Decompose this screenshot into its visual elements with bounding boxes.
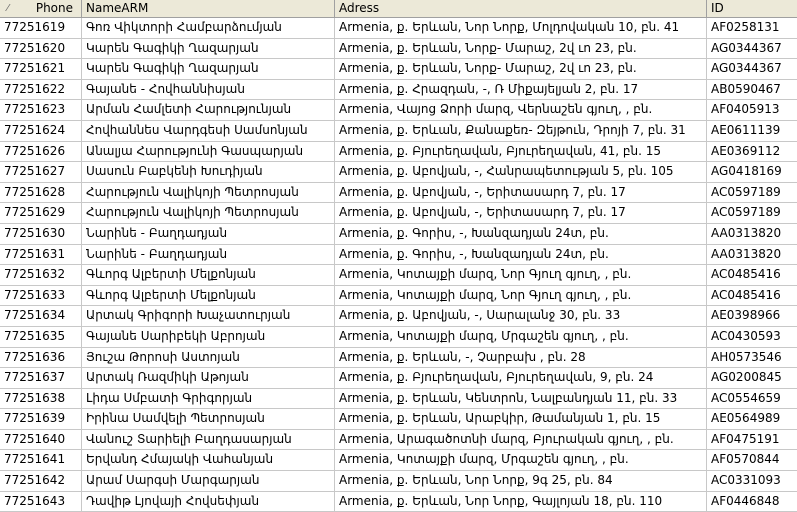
name-cell[interactable]: Երվանդ Հմայակի Վահանյան <box>82 450 335 470</box>
column-header-label: Adress <box>339 1 380 15</box>
table-row[interactable] <box>0 286 797 307</box>
phone-cell[interactable]: 77251635 <box>0 327 82 347</box>
address-cell[interactable]: Armenia, Կոտայքի մարզ, Մրգաշեն գյուղ, , բն. <box>335 450 707 470</box>
address-cell[interactable]: Armenia, ք. Գորիս, -, Խանզադյան 24տ, բն. <box>335 245 707 265</box>
column-header-id[interactable] <box>707 0 797 17</box>
phone-cell[interactable]: 77251638 <box>0 389 82 409</box>
address-cell[interactable]: Armenia, ք. Աբովյան, -, Երիտասարդ 7, բն. 17 <box>335 183 707 203</box>
table-row[interactable] <box>0 265 797 286</box>
address-cell[interactable]: Armenia, Կոտայքի մարզ, Նոր Գյուղ գյուղ, , բն. <box>335 265 707 285</box>
phone-cell[interactable]: 77251640 <box>0 430 82 450</box>
address-cell[interactable]: Armenia, ք. Երևան, -, Չարբախ , բն. 28 <box>335 348 707 368</box>
address-cell[interactable]: Armenia, ք. Հրազդան, -, Ռ Միքայելյան 2, բն. 17 <box>335 80 707 100</box>
address-cell[interactable]: Armenia, ք. Երևան, Քանաքեռ- Զեյթուն, Դրոյի 7, բն. 31 <box>335 121 707 141</box>
table-row[interactable] <box>0 450 797 471</box>
column-header-label: NameARM <box>86 1 149 15</box>
id-cell[interactable]: AH0573546 <box>711 349 782 364</box>
table-row[interactable] <box>0 162 797 183</box>
name-cell[interactable]: Վանուշ Տարիելի Բաղդասարյան <box>82 430 335 450</box>
address-cell[interactable]: Armenia, ք. Գորիս, -, Խանզադյան 24տ, բն. <box>335 224 707 244</box>
id-cell[interactable]: AE0611139 <box>711 122 781 137</box>
column-header-label: ID <box>711 1 724 15</box>
name-cell[interactable]: Կարեն Գագիկի Ղազարյան <box>82 59 335 79</box>
table-row[interactable] <box>0 409 797 430</box>
grid-header <box>0 0 797 18</box>
id-cell[interactable]: AF0446848 <box>711 493 780 508</box>
name-cell[interactable]: Իրինա Սամվելի Պետրոսյան <box>82 409 335 429</box>
id-cell[interactable]: AC0597189 <box>711 184 781 199</box>
column-header-label: Phone <box>35 1 73 15</box>
id-cell[interactable]: AC0597189 <box>711 205 781 220</box>
phone-cell[interactable]: 77251637 <box>0 368 82 388</box>
address-cell[interactable]: Armenia, ք. Երևան, Նոր Նորք, Գայլոյան 18, բն. 110 <box>335 492 707 512</box>
phone-cell[interactable]: 77251629 <box>0 203 82 223</box>
id-cell[interactable]: AE0564989 <box>711 411 781 426</box>
table-row[interactable] <box>0 368 797 389</box>
grid-body <box>0 18 797 512</box>
name-cell[interactable]: Նարինե - Բաղդադյան <box>82 224 335 244</box>
phone-cell[interactable]: 77251632 <box>0 265 82 285</box>
id-cell[interactable]: AC0331093 <box>711 473 781 488</box>
id-cell[interactable]: AC0430593 <box>711 328 781 343</box>
id-cell[interactable]: AA0313820 <box>711 225 782 240</box>
name-cell[interactable]: Դավիթ Լյովայի Հովսեփյան <box>82 492 335 512</box>
phone-cell[interactable]: 77251623 <box>0 100 82 120</box>
table-row[interactable] <box>0 80 797 101</box>
table-row[interactable] <box>0 430 797 451</box>
table-row[interactable] <box>0 224 797 245</box>
id-cell[interactable]: AF0258131 <box>711 20 780 34</box>
id-cell[interactable]: AF0405913 <box>711 102 780 117</box>
address-cell[interactable]: Armenia, ք. Երևան, Նորք- Մարաշ, 2վ ւո 23, բն. <box>335 39 707 59</box>
name-cell[interactable]: Հովհաննես Վարդգեսի Սամսոնյան <box>82 121 335 141</box>
phone-cell[interactable]: 77251628 <box>0 183 82 203</box>
name-cell[interactable]: Գայանե - Հովհաննիսյան <box>82 80 335 100</box>
address-cell[interactable]: Armenia, ք. Աբովյան, -, Հանրապետության 5, բն. 105 <box>335 162 707 182</box>
phone-cell[interactable]: 77251639 <box>0 409 82 429</box>
id-cell[interactable]: AC0485416 <box>711 287 781 302</box>
sort-indicator-icon: ⁄ <box>7 3 9 14</box>
table-row[interactable] <box>0 306 797 327</box>
phone-cell[interactable]: 77251643 <box>0 492 82 512</box>
name-cell[interactable]: Գևորգ Ալբերտի Մելքոնյան <box>82 265 335 285</box>
address-cell[interactable]: Armenia, ք. Երևան, Արաբկիր, Թամանյան 1, բն. 15 <box>335 409 707 429</box>
table-row[interactable] <box>0 471 797 492</box>
table-row[interactable] <box>0 121 797 142</box>
phone-cell[interactable]: 77251624 <box>0 121 82 141</box>
id-cell[interactable]: AE0369112 <box>711 143 781 158</box>
table-row[interactable] <box>0 203 797 224</box>
name-cell[interactable]: Հարություն Վալիկոյի Պետրոսյան <box>82 203 335 223</box>
address-cell[interactable]: Armenia, Արագածոտնի մարզ, Բյուրական գյուղ, , բն. <box>335 430 707 450</box>
phone-cell[interactable]: 77251626 <box>0 142 82 162</box>
id-cell[interactable]: AA0313820 <box>711 246 782 261</box>
name-cell[interactable]: Սասուն Բաբկենի Խուդիյան <box>82 162 335 182</box>
id-cell[interactable]: AG0418169 <box>711 164 782 179</box>
phone-cell[interactable]: 77251641 <box>0 450 82 470</box>
phone-cell[interactable]: 77251631 <box>0 245 82 265</box>
name-cell[interactable]: Հարություն Վալիկոյի Պետրոսյան <box>82 183 335 203</box>
id-cell[interactable]: AF0475191 <box>711 431 780 446</box>
table-row[interactable] <box>0 348 797 369</box>
name-cell[interactable]: Անալյա Հարությունի Գասպարյան <box>82 142 335 162</box>
address-cell[interactable]: Armenia, ք. Աբովյան, -, Սարալանջ 30, բն. 33 <box>335 306 707 326</box>
name-cell[interactable]: Յուշա Թորոսի Աստոյան <box>82 348 335 368</box>
address-cell[interactable]: Armenia, Վայոց Ձորի մարզ, Վերնաշեն գյուղ, , բն. <box>335 100 707 120</box>
table-row[interactable] <box>0 100 797 121</box>
address-cell[interactable]: Armenia, ք. Աբովյան, -, Երիտասարդ 7, բն. 17 <box>335 203 707 223</box>
name-cell[interactable]: Գևորգ Ալբերտի Մելքոնյան <box>82 286 335 306</box>
address-cell[interactable]: Armenia, ք. Երևան, Նոր Նորք, 9գ 25, բն. 84 <box>335 471 707 491</box>
address-cell[interactable]: Armenia, ք. Երևան, Կենտրոն, Նալբանդյան 11, բն. 33 <box>335 389 707 409</box>
phone-cell[interactable]: 77251630 <box>0 224 82 244</box>
name-cell[interactable]: Արտակ Գրիգորի Խաչատուրյան <box>82 306 335 326</box>
column-header-phone[interactable] <box>0 0 82 17</box>
address-cell[interactable]: Armenia, ք. Բյուրեղավան, Բյուրեղավան, 41, բն. 15 <box>335 142 707 162</box>
table-row[interactable] <box>0 492 797 512</box>
name-cell[interactable]: Արման Համլետի Հարությունյան <box>82 100 335 120</box>
address-cell[interactable]: Armenia, Կոտայքի մարզ, Նոր Գյուղ գյուղ, , բն. <box>335 286 707 306</box>
phone-cell[interactable]: 77251642 <box>0 471 82 491</box>
phone-cell[interactable]: 77251620 <box>0 39 82 59</box>
table-row[interactable] <box>0 18 797 39</box>
phone-cell[interactable]: 77251627 <box>0 162 82 182</box>
name-cell[interactable]: Արամ Սարգսի Մարգարյան <box>82 471 335 491</box>
id-cell[interactable]: AG0200845 <box>711 370 782 385</box>
name-cell[interactable]: Գոռ Վիկտորի Համբարձումյան <box>82 18 335 38</box>
name-cell[interactable]: Կարեն Գագիկի Ղազարյան <box>82 39 335 59</box>
address-cell[interactable]: Armenia, ք. Բյուրեղավան, Բյուրեղավան, 9, բն. 24 <box>335 368 707 388</box>
column-header-namearm[interactable] <box>82 0 335 17</box>
phone-cell[interactable]: 77251633 <box>0 286 82 306</box>
table-row[interactable] <box>0 245 797 266</box>
phone-cell[interactable]: 77251619 <box>0 18 82 38</box>
table-row[interactable] <box>0 389 797 410</box>
id-cell[interactable]: AG0344367 <box>711 61 782 76</box>
table-row[interactable] <box>0 183 797 204</box>
name-cell[interactable]: Գայանե Սարիբեկի Աբրոյան <box>82 327 335 347</box>
name-cell[interactable]: Լիդա Սմբատի Գրիգորյան <box>82 389 335 409</box>
address-cell[interactable]: Armenia, Կոտայքի մարզ, Մրգաշեն գյուղ, , բն. <box>335 327 707 347</box>
column-header-adress[interactable] <box>335 0 707 17</box>
name-cell[interactable]: Արտակ Ռազմիկի Աթոյան <box>82 368 335 388</box>
name-cell[interactable]: Նարինե - Բաղդադյան <box>82 245 335 265</box>
table-row[interactable] <box>0 39 797 60</box>
id-cell[interactable]: AC0554659 <box>711 390 781 405</box>
phone-cell[interactable]: 77251622 <box>0 80 82 100</box>
phone-cell[interactable]: 77251621 <box>0 59 82 79</box>
id-cell[interactable]: AG0344367 <box>711 40 782 55</box>
address-cell[interactable]: Armenia, ք. Երևան, Նոր Նորք, Մոլդովական 10, բն. 41 <box>335 18 707 38</box>
table-row[interactable] <box>0 327 797 348</box>
phone-cell[interactable]: 77251634 <box>0 306 82 326</box>
phone-cell[interactable]: 77251636 <box>0 348 82 368</box>
id-cell[interactable]: AC0485416 <box>711 267 781 282</box>
id-cell[interactable]: AF0570844 <box>711 452 780 467</box>
table-row[interactable] <box>0 142 797 163</box>
id-cell[interactable]: AB0590467 <box>711 81 781 96</box>
table-row[interactable] <box>0 59 797 80</box>
id-cell[interactable]: AE0398966 <box>711 308 781 323</box>
address-cell[interactable]: Armenia, ք. Երևան, Նորք- Մարաշ, 2վ ւո 23, բն. <box>335 59 707 79</box>
